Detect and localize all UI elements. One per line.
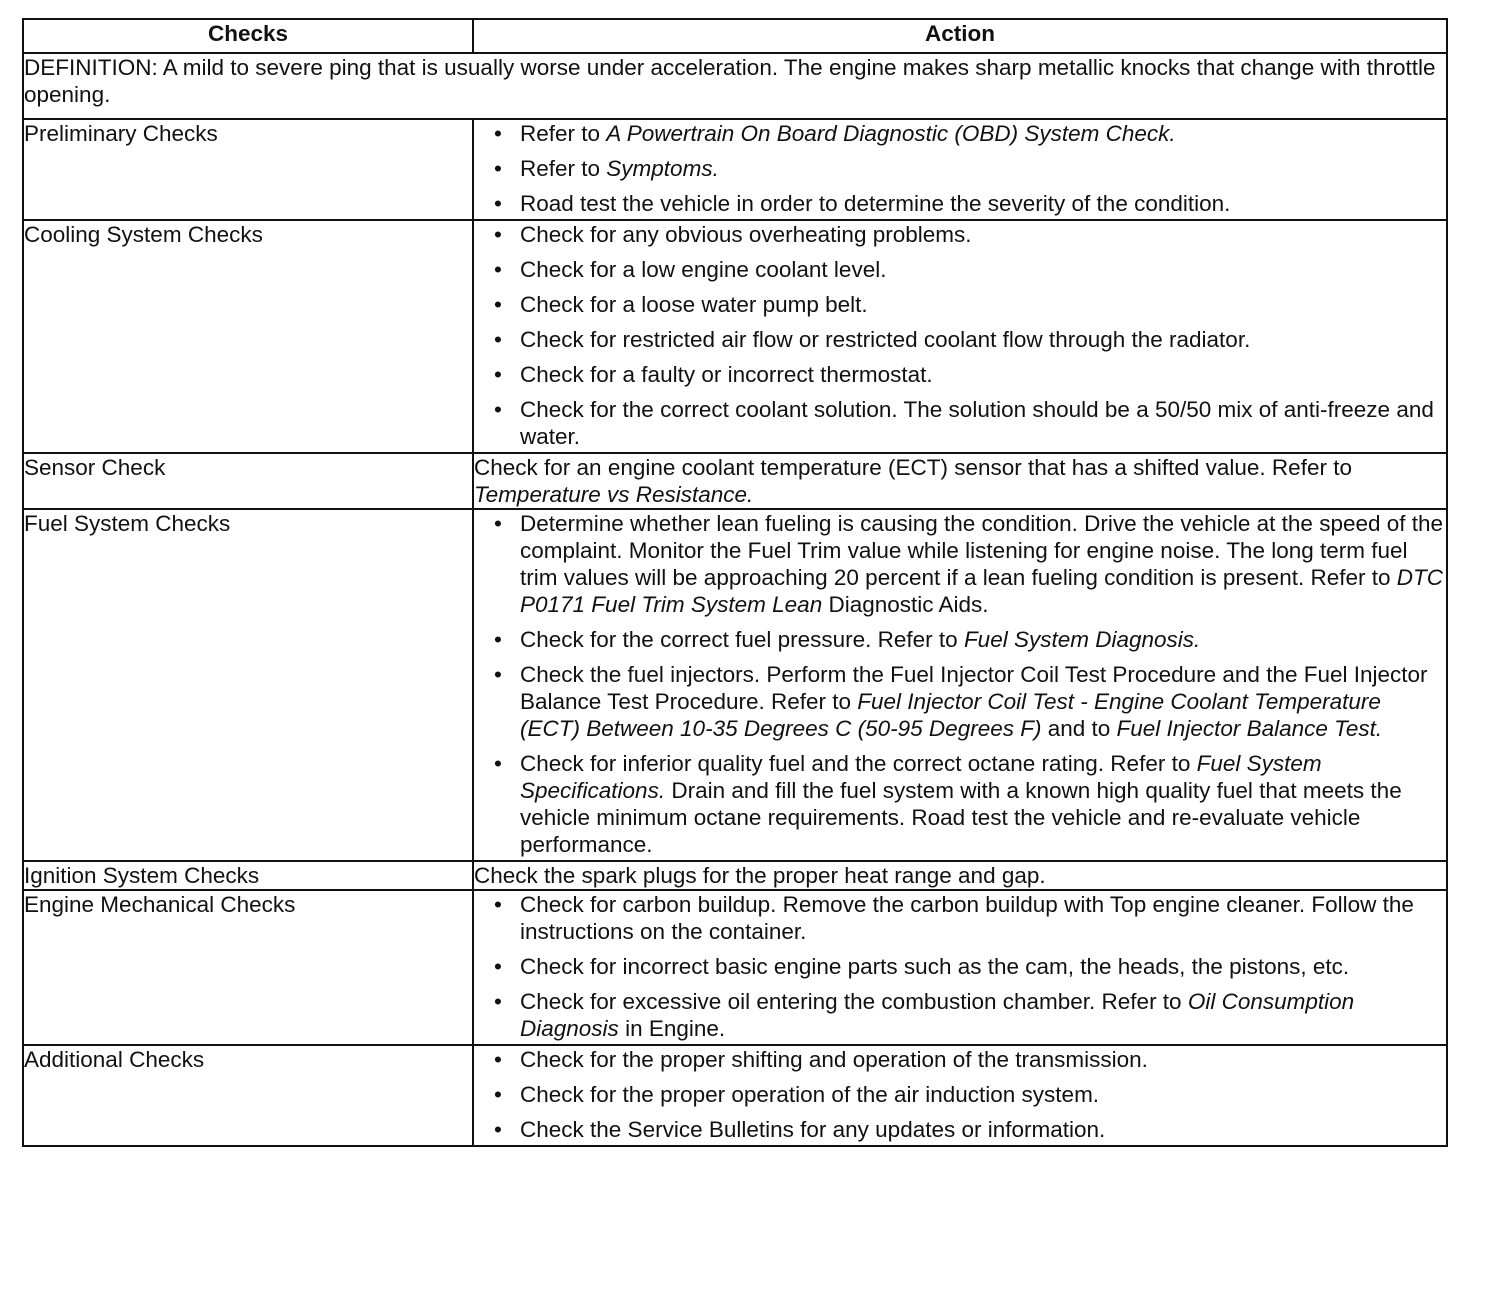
action-text: Check the fuel injectors. Perform the Fuel Injector Coil Test Procedure and the Fuel Injector Balance Test Procedure. Refer to	[520, 662, 1428, 714]
list-item	[520, 120, 1446, 147]
diagnostic-table	[22, 18, 1448, 1147]
action-text: Check for restricted air flow or restricted coolant flow through the radiator.	[520, 327, 1251, 352]
table-row	[23, 861, 1447, 890]
definition-row	[23, 53, 1447, 119]
list-item	[520, 326, 1446, 353]
checks-column-header: Checks	[23, 19, 473, 53]
action-text: Check for a low engine coolant level.	[520, 257, 887, 282]
table-row	[23, 453, 1447, 509]
action-text: Check for an engine coolant temperature (ECT) sensor that has a shifted value. Refer to	[474, 455, 1352, 480]
table-row	[23, 890, 1447, 1045]
list-item	[520, 291, 1446, 318]
table-body	[23, 53, 1447, 1146]
action-cell	[473, 220, 1447, 453]
action-cell	[473, 861, 1447, 890]
check-category: Preliminary Checks	[23, 119, 473, 220]
action-text: Diagnostic Aids.	[822, 592, 989, 617]
header-row	[23, 19, 1447, 53]
list-item	[520, 661, 1446, 742]
action-text: Check for the proper operation of the air induction system.	[520, 1082, 1100, 1107]
list-item	[520, 988, 1446, 1042]
action-text: and to	[1041, 716, 1117, 741]
action-text: Check the Service Bulletins for any updates or information.	[520, 1117, 1106, 1142]
action-cell	[473, 509, 1447, 861]
action-cell	[473, 1045, 1447, 1146]
reference-link-text: Oil Consumption Diagnosis	[520, 989, 1355, 1041]
list-item	[520, 891, 1446, 945]
action-text: Check for a loose water pump belt.	[520, 292, 868, 317]
table-row	[23, 509, 1447, 861]
reference-link-text: Symptoms.	[606, 156, 719, 181]
action-cell	[473, 453, 1447, 509]
action-column-header: Action	[473, 19, 1447, 53]
check-category: Sensor Check	[23, 453, 473, 509]
table-row	[23, 119, 1447, 220]
action-list	[474, 510, 1446, 858]
action-text: Check for incorrect basic engine parts such as the cam, the heads, the pistons, etc.	[520, 954, 1350, 979]
action-text: Check the spark plugs for the proper heat range and gap.	[474, 863, 1046, 888]
reference-link-text: A Powertrain On Board Diagnostic (OBD) System Check.	[606, 121, 1176, 146]
list-item	[520, 361, 1446, 388]
definition-text: DEFINITION: A mild to severe ping that is usually worse under acceleration. The engine makes sharp metallic knocks that change with throttle opening.	[23, 53, 1447, 119]
table-header	[23, 19, 1447, 53]
list-item	[520, 626, 1446, 653]
check-category: Fuel System Checks	[23, 509, 473, 861]
action-cell	[473, 890, 1447, 1045]
action-text: Check for carbon buildup. Remove the carbon buildup with Top engine cleaner. Follow the instructions on the container.	[520, 892, 1414, 944]
action-text: Check for any obvious overheating problems.	[520, 222, 972, 247]
check-category: Cooling System Checks	[23, 220, 473, 453]
check-category: Additional Checks	[23, 1045, 473, 1146]
action-list	[474, 120, 1446, 217]
action-text: in Engine.	[618, 1016, 726, 1041]
check-category: Ignition System Checks	[23, 861, 473, 890]
list-item	[520, 510, 1446, 618]
action-text: Check for the proper shifting and operation of the transmission.	[520, 1047, 1148, 1072]
list-item	[520, 1116, 1446, 1143]
action-text: Check for the correct fuel pressure. Refer to	[520, 627, 964, 652]
action-list	[474, 891, 1446, 1042]
action-text: Refer to	[520, 156, 607, 181]
check-category: Engine Mechanical Checks	[23, 890, 473, 1045]
list-item	[520, 190, 1446, 217]
reference-link-text: Fuel Injector Balance Test.	[1116, 716, 1383, 741]
action-text: Determine whether lean fueling is causing the condition. Drive the vehicle at the speed of the complaint. Monitor the Fuel Trim value while listening for engine noise. The long term fuel trim values will be approaching 20 percent if a lean fueling condition is present. Refer to	[520, 511, 1444, 590]
list-item	[520, 221, 1446, 248]
action-list	[474, 1046, 1446, 1143]
list-item	[520, 1046, 1446, 1073]
action-cell	[473, 119, 1447, 220]
action-paragraph	[474, 454, 1446, 508]
action-text: Drain and fill the fuel system with a known high quality fuel that meets the vehicle minimum octane requirements. Road test the vehicle and re-evaluate vehicle performance.	[520, 778, 1402, 857]
list-item	[520, 750, 1446, 858]
reference-link-text: Fuel System Diagnosis.	[963, 627, 1201, 652]
reference-link-text: DTC P0171 Fuel Trim System Lean	[520, 565, 1443, 617]
action-text: Check for the correct coolant solution. The solution should be a 50/50 mix of anti-freeze and water.	[520, 397, 1434, 449]
table-row	[23, 220, 1447, 453]
list-item	[520, 155, 1446, 182]
reference-link-text: Temperature vs Resistance.	[474, 482, 754, 507]
action-text: Check for inferior quality fuel and the correct octane rating. Refer to	[520, 751, 1197, 776]
action-text: Refer to	[520, 121, 607, 146]
table-row	[23, 1045, 1447, 1146]
reference-link-text: Fuel System Specifications.	[520, 751, 1322, 803]
action-text: Road test the vehicle in order to determine the severity of the condition.	[520, 191, 1231, 216]
action-list	[474, 221, 1446, 450]
action-text: Check for a faulty or incorrect thermostat.	[520, 362, 933, 387]
list-item	[520, 396, 1446, 450]
list-item	[520, 256, 1446, 283]
action-paragraph	[474, 862, 1446, 889]
reference-link-text: Fuel Injector Coil Test - Engine Coolant Temperature (ECT) Between 10-35 Degrees C (50-95 Degrees F)	[520, 689, 1381, 741]
list-item	[520, 953, 1446, 980]
action-text: Check for excessive oil entering the combustion chamber. Refer to	[520, 989, 1188, 1014]
list-item	[520, 1081, 1446, 1108]
